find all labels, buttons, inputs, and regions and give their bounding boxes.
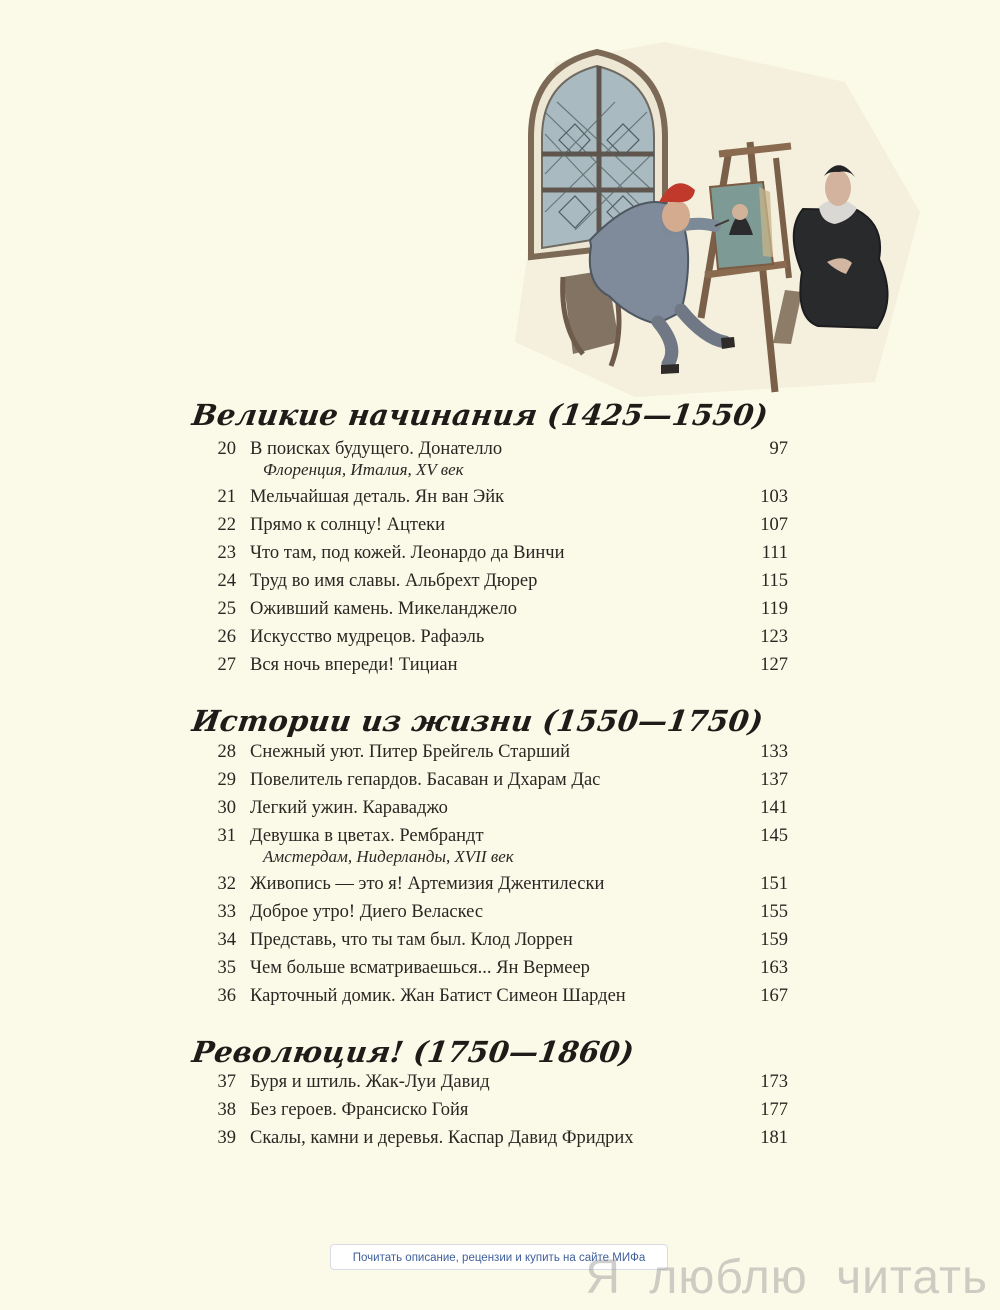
entry-number: 27: [217, 655, 236, 675]
entry-title: Искусство мудрецов. Рафаэль: [250, 627, 485, 647]
entry-page-number: 151: [760, 874, 788, 894]
entry-title: Что там, под кожей. Леонардо да Винчи: [250, 543, 565, 563]
entry-number: 37: [217, 1072, 236, 1092]
entry-page-number: 133: [760, 742, 788, 762]
entry-title: Представь, что ты там был. Клод Лоррен: [250, 930, 573, 950]
toc-entry: [210, 739, 788, 765]
entry-title: Прямо к солнцу! Ацтеки: [250, 515, 446, 535]
toc-entry: [210, 1125, 788, 1151]
entry-page-number: 167: [760, 986, 788, 1006]
entry-title: Буря и штиль. Жак-Луи Давид: [250, 1072, 490, 1092]
toc-entry: [210, 1069, 788, 1095]
toc-entry: [210, 927, 788, 953]
entry-number: 20: [217, 439, 236, 459]
entry-number: 35: [217, 958, 236, 978]
entry-title: Доброе утро! Диего Веласкес: [250, 902, 484, 922]
section-title: Революция! (1750—1860): [190, 1035, 637, 1069]
entry-page-number: 107: [760, 515, 788, 535]
entry-number: 23: [217, 543, 236, 563]
entry-number: 26: [217, 627, 236, 647]
entry-subtitle: Флоренция, Италия, XV век: [263, 460, 464, 479]
toc-entry: [210, 955, 788, 981]
entry-page-number: 145: [760, 826, 788, 846]
entry-title: Без героев. Франсиско Гойя: [250, 1100, 469, 1120]
entry-subtitle: Амстердам, Нидерланды, XVII век: [263, 847, 514, 866]
entry-title: Девушка в цветах. Рембрандт: [250, 826, 484, 846]
toc-entry: [210, 512, 788, 538]
entry-page-number: 155: [760, 902, 788, 922]
entry-title: Оживший камень. Микеланджело: [250, 599, 517, 619]
entry-title: Скалы, камни и деревья. Каспар Давид Фридрих: [250, 1128, 634, 1148]
toc-entry: [210, 568, 788, 594]
entry-number: 33: [217, 902, 236, 922]
entry-page-number: 111: [761, 543, 788, 563]
section-title: Истории из жизни (1550—1750): [190, 704, 766, 738]
toc-entry: [210, 652, 788, 678]
entry-page-number: 119: [760, 599, 788, 619]
toc-entry: [210, 624, 788, 650]
entry-page-number: 163: [760, 958, 788, 978]
entry-number: 39: [217, 1128, 236, 1148]
entry-number: 30: [217, 798, 236, 818]
entry-page-number: 181: [760, 1128, 788, 1148]
entry-title: Мельчайшая деталь. Ян ван Эйк: [250, 487, 505, 507]
entry-title: Карточный домик. Жан Батист Симеон Шарден: [250, 986, 626, 1006]
entry-page-number: 159: [760, 930, 788, 950]
toc-entry: [210, 484, 788, 510]
entry-title: Чем больше всматриваешься... Ян Вермеер: [250, 958, 590, 978]
entry-number: 25: [217, 599, 236, 619]
toc-entry: [210, 871, 788, 897]
read-description-link[interactable]: Почитать описание, рецензии и купить на сайте МИФа: [330, 1244, 668, 1270]
entry-number: 34: [217, 930, 236, 950]
entry-number: 21: [217, 487, 236, 507]
toc-entry: [210, 795, 788, 821]
toc-entry: [210, 540, 788, 566]
entry-title: Труд во имя славы. Альбрехт Дюрер: [250, 571, 538, 591]
section-title: Великие начинания (1425—1550): [190, 398, 771, 432]
toc-entry: [210, 823, 788, 849]
toc-entry: [210, 899, 788, 925]
toc-entry: [210, 436, 788, 462]
entry-number: 38: [217, 1100, 236, 1120]
entry-page-number: 141: [760, 798, 788, 818]
entry-page-number: 173: [760, 1072, 788, 1092]
entry-title: В поисках будущего. Донателло: [250, 439, 503, 459]
site-watermark: Я люблю читать: [585, 1251, 988, 1304]
toc-entry: [210, 983, 788, 1009]
entry-number: 32: [217, 874, 236, 894]
entry-number: 36: [217, 986, 236, 1006]
entry-title: Повелитель гепардов. Басаван и Дхарам Дас: [250, 770, 601, 790]
entry-title: Легкий ужин. Караваджо: [250, 798, 448, 818]
toc-entry: [210, 1097, 788, 1123]
entry-number: 29: [217, 770, 236, 790]
entry-number: 28: [217, 742, 236, 762]
entry-page-number: 127: [760, 655, 788, 675]
entry-page-number: 137: [760, 770, 788, 790]
entry-title: Снежный уют. Питер Брейгель Старший: [250, 742, 571, 762]
entry-number: 31: [217, 826, 236, 846]
entry-title: Живопись — это я! Артемизия Джентилески: [250, 874, 605, 894]
entry-page-number: 177: [760, 1100, 788, 1120]
entry-page-number: 97: [769, 439, 788, 459]
entry-page-number: 123: [760, 627, 788, 647]
entry-page-number: 103: [760, 487, 788, 507]
entry-page-number: 115: [760, 571, 788, 591]
toc-entry: [210, 596, 788, 622]
toc-entry: [210, 767, 788, 793]
entry-number: 22: [217, 515, 236, 535]
entry-title: Вся ночь впереди! Тициан: [250, 655, 458, 675]
entry-number: 24: [217, 571, 236, 591]
